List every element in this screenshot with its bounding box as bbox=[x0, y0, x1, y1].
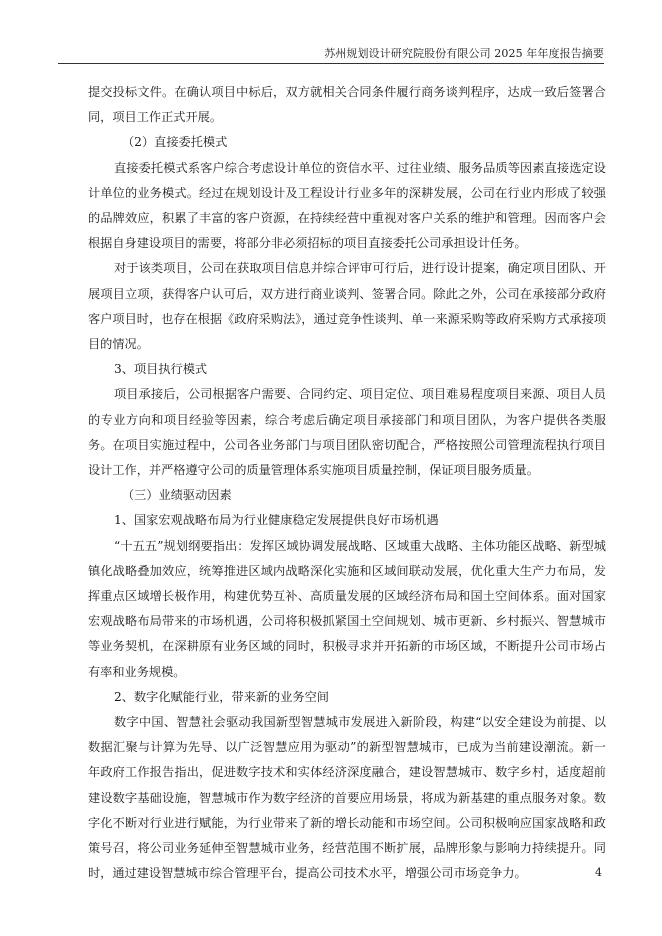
paragraph-continuation: 提交投标文件。在确认项目中标后，双方就相关合同条件履行商务谈判程序，达成一致后签署合同，项目工作正式开展。 bbox=[88, 85, 606, 125]
paragraph-direct-entrustment-definition: 直接委托模式系客户综合考虑设计单位的资信水平、过往业绩、服务品质等因素直接选定设计单位的业务模式。经过在规划设计及工程设计行业多年的深耕发展，公司在行业内形成了较强的品牌效应，积累了丰富的客户资源，在持续经营中重视对客户关系的维护和管理。因而客户会根据自身建设项目的需要，将部分非必须招标的项目直接委托公司承担设计任务。 bbox=[88, 160, 606, 251]
document-body bbox=[88, 80, 606, 887]
subsection-heading-national-strategy: 1、国家宏观战略布局为行业健康稳定发展提供良好市场机遇 bbox=[114, 513, 439, 528]
subsection-heading-digitalization: 2、数字化赋能行业，带来新的业务空间 bbox=[114, 689, 329, 704]
subsection-heading-direct-entrustment: （2）直接委托模式 bbox=[122, 135, 228, 150]
paragraph-national-strategy: “十五五”规划纲要指出：发挥区域协调发展战略、区域重大战略、主体功能区战略、新型城镇化战略叠加效应，统筹推进区域内战略深化实施和区域间联动发展，优化重大生产力布局，发挥重点区域增长极作用，构建优势互补、高质量发展的区域经济布局和国土空间体系。面对国家宏观战略布局带来的市场机遇，公司将积极抓紧国土空间规划、城市更新、乡村振兴、智慧城市等业务契机，在深耕原有业务区域的同时，积极寻求并开拓新的市场区域，不断提升公司市场占有率和业务规模。 bbox=[88, 538, 606, 679]
subsection-heading-project-execution: 3、项目执行模式 bbox=[114, 362, 208, 377]
page-number: 4 bbox=[595, 866, 602, 879]
paragraph-direct-entrustment-process: 对于该类项目，公司在获取项目信息并综合评审可行后，进行设计提案，确定项目团队、开展项目立项，获得客户认可后，双方进行商业谈判、签署合同。除此之外，公司在承接部分政府客户项目时，也存在根据《政府采购法》，通过竞争性谈判、单一来源采购等政府采购方式承接项目的情况。 bbox=[88, 261, 606, 352]
section-heading-performance-drivers: （三）业绩驱动因素 bbox=[122, 488, 232, 503]
paragraph-project-execution: 项目承接后，公司根据客户需要、合同约定、项目定位、项目难易程度项目来源、项目人员的专业方向和项目经验等因素，综合考虑后确定项目承接部门和项目团队，为客户提供各类服务。在项目实施过程中，公司各业务部门与项目团队密切配合，严格按照公司管理流程执行项目设计工作，并严格遵守公司的质量管理体系实施项目质量控制，保证项目服务质量。 bbox=[88, 387, 606, 478]
header-divider bbox=[58, 63, 604, 64]
paragraph-digitalization: 数字中国、智慧社会驱动我国新型智慧城市发展进入新阶段，构建“以安全建设为前提、以数据汇聚与计算为先导、以广泛智慧应用为驱动”的新型智慧城市，已成为当前建设潮流。新一年政府工作报告指出，促进数字技术和实体经济深度融合，建设智慧城市、数字乡村，适度超前建设数字基础设施，智慧城市作为数字经济的首要应用场景，将成为新基建的重点服务对象。数字化不断对行业进行赋能，为行业带来了新的增长动能和市场空间。公司积极响应国家战略和政策号召，将公司业务延伸至智慧城市业务，经营范围不断扩展，品牌形象与影响力持续提升。同时，通过建设智慧城市综合管理平台，提高公司技术水平，增强公司市场竞争力。 bbox=[88, 715, 606, 881]
report-header-title: 苏州规划设计研究院股份有限公司 2025 年年度报告摘要 bbox=[324, 47, 604, 60]
